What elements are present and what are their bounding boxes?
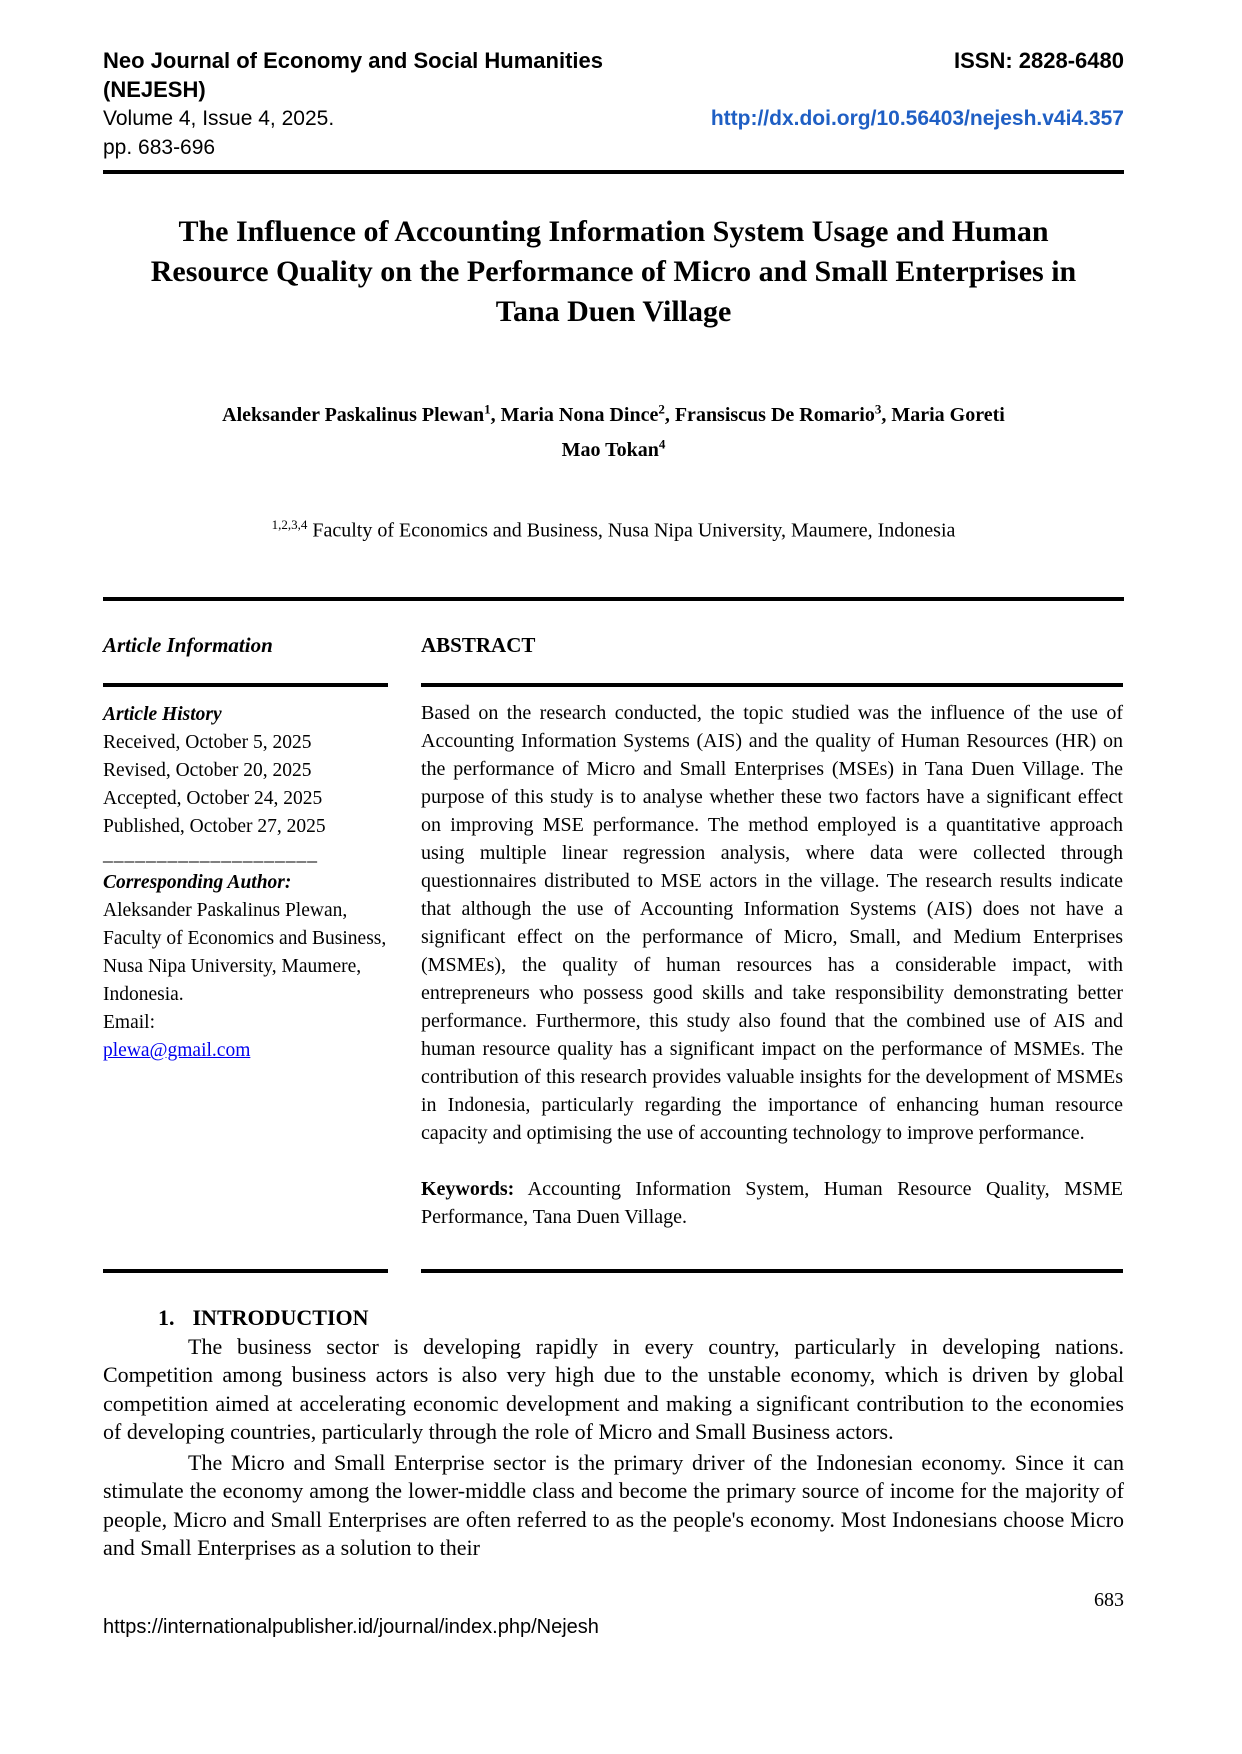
history-accepted: Accepted, October 24, 2025 xyxy=(103,787,323,809)
author-sup: 1 xyxy=(484,401,491,416)
page-header xyxy=(103,46,1124,162)
article-info-heading: Article Information xyxy=(103,601,388,687)
author: Maria Goreti Mao Tokan$^4$ xyxy=(561,403,1005,462)
history-received: Received, October 5, 2025 xyxy=(103,731,312,753)
abstract-heading: ABSTRACT xyxy=(421,601,1123,687)
doi-link[interactable]: http://dx.doi.org/10.56403/nejesh.v4i4.357 xyxy=(710,107,1124,130)
article-info-column xyxy=(103,601,388,1273)
author: Aleksander Paskalinus Plewan$^1$, xyxy=(222,401,501,426)
article-history-heading: Article History xyxy=(103,703,222,725)
section-number: 1. xyxy=(158,1304,175,1330)
abstract-column xyxy=(421,601,1123,1273)
introduction-heading xyxy=(103,1305,1124,1331)
author-sup: 4 xyxy=(658,436,666,452)
history-separator: ____________________ xyxy=(103,843,318,865)
affiliation: $^{1,2,3,4}$ Faculty of Economics and Business, Nusa Nipa University, Maumere, Indonesia xyxy=(271,517,956,542)
footer-url: https://internationalpublisher.id/journal/index.php/Nejesh xyxy=(103,1615,599,1638)
introduction-section xyxy=(103,1305,1124,1563)
author: Maria Nona Dince$^2$, xyxy=(500,401,675,426)
page-number: 683 xyxy=(1094,1588,1124,1611)
info-abstract-section xyxy=(103,601,1124,1273)
email-label: Email: xyxy=(103,1011,155,1033)
history-revised: Revised, October 20, 2025 xyxy=(103,759,312,781)
author-sup: 2 xyxy=(658,401,665,416)
abstract-text: Based on the research conducted, the topic studied was the influence of the use of Accounting Information Systems (AIS) and the quality of Human Resources (HR) on the performance of Micro and Small Enterprises (MSEs) in Tana Duen Village. The purpose of this study is to analyse whether these two factors have a significant effect on improving MSE performance. The method employed is a quantitative approach using multiple linear regression analysis, where data were collected through questionnaires distributed to MSE actors in the village. The research results indicate that although the use of Accounting Information Systems (AIS) does not have a significant effect on the performance of Micro, Small, and Medium Enterprises (MSMEs), the quality of human resources has a considerable impact, with entrepreneurs who possess good skills and take responsibility demonstrating better performance. Furthermore, this study also found that the combined use of AIS and human resource quality has a significant impact on the performance of MSMEs. The contribution of this research provides valuable insights for the development of MSMEs in Indonesia, particularly regarding the importance of enhancing human resource capacity and optimising the use of accounting technology to improve performance. xyxy=(421,701,1123,1144)
authors-line xyxy=(214,394,1014,465)
article-title: The Influence of Accounting Information System Usage and Human Resource Quality on the Performance of Micro and Small Enterprises in Tana Duen Village xyxy=(150,215,1077,328)
issn: ISSN: 2828-6480 xyxy=(954,48,1124,73)
history-published: Published, October 27, 2025 xyxy=(103,815,326,837)
corresponding-author-address: Aleksander Paskalinus Plewan, Faculty of Economics and Business, Nusa Nipa University, Maumere, Indonesia. xyxy=(103,899,387,1005)
intro-paragraph: The business sector is developing rapidly in every country, particularly in developing nations. Competition among business actors is also very high due to the unstable economy, which is driven by global competition aimed at accelerating economic development and making a significant contribution to the economies of developing countries, particularly through the role of Micro and Small Business actors. xyxy=(103,1333,1124,1445)
keywords-label: Keywords: xyxy=(421,1177,515,1200)
email-link[interactable]: plewa@gmail.com xyxy=(103,1039,251,1061)
author-sup: 3 xyxy=(874,401,882,416)
keywords-line: Keywords: Accounting Information System, Human Resource Quality, MSME Performance, Tana Duen Village. xyxy=(421,1177,1123,1228)
header-divider xyxy=(103,170,1124,174)
intro-paragraph: The Micro and Small Enterprise sector is the primary driver of the Indonesian economy. Since it can stimulate the economy among the lower-middle class and become the primary source of income for the majority of people, Micro and Small Enterprises are often referred to as the people's economy. Most Indonesians choose Micro and Small Enterprises as a solution to their xyxy=(103,1449,1124,1561)
page-range: pp. 683-696 xyxy=(103,136,216,159)
section-title: INTRODUCTION xyxy=(192,1304,369,1330)
author: Fransiscus De Romario$^3$, xyxy=(674,401,892,426)
journal-name: Neo Journal of Economy and Social Humanities (NEJESH) xyxy=(103,48,603,102)
volume-issue: Volume 4, Issue 4, 2025. xyxy=(103,107,335,130)
affiliation-sup: 1,2,3,4 xyxy=(271,517,308,533)
corresponding-author-heading: Corresponding Author: xyxy=(103,871,292,893)
